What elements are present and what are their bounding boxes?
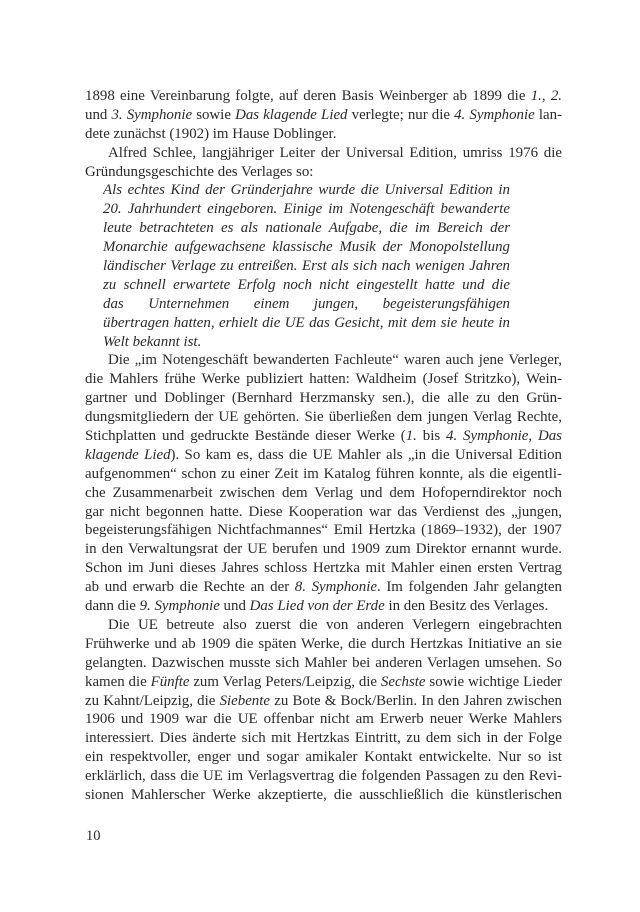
text-segment: ein respektvoller, enger und sogar amikaler Kontakt entwickelte. Nur so ist xyxy=(85,749,562,766)
text-segment: kamen die xyxy=(85,673,151,690)
italic-text: Als echtes Kind der Gründerjahre wurde die Universal Edition in xyxy=(103,182,510,199)
text-line xyxy=(103,200,510,219)
text-line xyxy=(85,484,562,503)
text-segment: und xyxy=(219,598,250,615)
italic-text: 1., 2. xyxy=(530,88,562,104)
text-segment: lan- xyxy=(534,106,562,123)
paragraph xyxy=(85,87,562,144)
text-line xyxy=(103,238,510,257)
italic-text: Das xyxy=(537,428,562,445)
text-line xyxy=(85,87,562,106)
text-segment: zu Bote & Bock/Berlin. In den Jahren zwischen xyxy=(270,692,562,709)
page-number: 10 xyxy=(86,828,101,844)
text-segment: Schon im Juni dieses Jahres schloss Hertzka mit Mahler einen ersten Vertrag xyxy=(85,560,562,577)
italic-text: Monarchie aufgewachsene klassische Musik der Monopolstellung xyxy=(103,239,510,256)
text-line xyxy=(85,540,562,559)
text-line xyxy=(85,427,562,446)
text-segment: gelangten. Dazwischen musste sich Mahler bei anderen Verlagen umsehen. So xyxy=(85,654,562,671)
italic-text: übertragen hatten, erhielt die UE das Gesicht, mit dem sie heute in xyxy=(103,314,510,331)
text-line xyxy=(85,446,562,465)
text-line xyxy=(85,389,562,408)
italic-text: klagende Lied xyxy=(85,446,171,463)
text-line xyxy=(85,408,562,427)
italic-text: Fünfte xyxy=(150,673,190,690)
text-line xyxy=(85,786,562,805)
italic-text: 4. Symphonie xyxy=(446,428,529,445)
paragraph xyxy=(85,144,562,182)
italic-text: Sechste xyxy=(380,673,426,690)
text-line xyxy=(103,295,510,314)
text-segment: sowie wichtige Lieder xyxy=(425,673,562,690)
text-segment: sowie xyxy=(192,106,236,123)
text-segment: 1906 und 1909 war die UE offenbar nicht am Erwerb neuer Werke Mahlers xyxy=(85,711,562,728)
text-line xyxy=(85,559,562,578)
text-line xyxy=(103,257,510,276)
text-segment: Frühwerke und ab 1909 die späten Werke, die durch Hertzkas Initiative an sie xyxy=(85,635,562,652)
text-segment: bis xyxy=(416,428,447,445)
italic-text: Das Lied von der Erde xyxy=(249,598,385,615)
text-segment: Die „im Notengeschäft bewanderten Fachleute“ waren auch jene Verleger, xyxy=(108,352,562,369)
text-segment: Gründungsgeschichte des Verlages so: xyxy=(85,163,314,180)
italic-text: Welt bekannt ist. xyxy=(103,333,202,350)
text-line xyxy=(85,503,562,522)
text-segment: sionen Mahlerscher Werke akzeptierte, die ausschließlich die künstlerischen xyxy=(85,786,562,803)
text-line xyxy=(103,219,510,238)
text-line xyxy=(85,635,562,654)
text-line xyxy=(103,276,510,295)
text-segment: gar nicht begonnen hatte. Diese Kooperation war das Verdienst des „jungen, xyxy=(85,503,562,520)
text-line xyxy=(85,767,562,786)
italic-text: 1. xyxy=(405,428,417,445)
text-segment: dungsmitgliedern der UE gehörten. Sie überließen dem jungen Verlag Rechte, xyxy=(85,409,562,426)
body-text xyxy=(85,87,562,805)
text-line xyxy=(85,673,562,692)
text-line xyxy=(103,314,510,333)
text-segment: Alfred Schlee, langjähriger Leiter der Universal Edition, umriss 1976 die xyxy=(108,144,562,161)
text-segment: verlegte; nur die xyxy=(347,106,455,123)
text-segment: zu Kahnt/Leipzig, die xyxy=(85,692,220,709)
text-segment: begeisterungsfähigen Nichtfachmannes“ Emil Hertzka (1869–1932), der 1907 xyxy=(85,522,562,539)
text-segment: ). So kam es, dass die UE Mahler als „in die Universal Edition xyxy=(170,446,562,463)
text-line xyxy=(85,654,562,673)
italic-text: leute betrachteten es als nationale Aufgabe, die im Bereich der xyxy=(103,220,510,237)
text-segment: che Zusammenarbeit zwischen dem Verlag und dem Hofoperndirektor noch xyxy=(85,484,562,501)
text-segment: und xyxy=(85,106,112,123)
text-segment: in den Besitz des Verlages. xyxy=(384,598,549,615)
text-line xyxy=(85,578,562,597)
italic-text: 9. Symphonie xyxy=(139,598,220,615)
text-line xyxy=(103,181,510,200)
text-line xyxy=(85,125,562,144)
italic-text: 4. Symphonie xyxy=(454,106,535,123)
italic-text: das Unternehmen einem jungen, begeisterungsfähigen xyxy=(103,295,510,312)
text-segment: dann die xyxy=(85,598,140,615)
text-line xyxy=(85,163,562,182)
italic-text: zu schnell erwartete Erfolg noch nicht eingestellt hatte und die xyxy=(103,276,510,293)
italic-text: 20. Jahrhundert eingeboren. Einige im Notengeschäft bewanderte xyxy=(103,201,510,218)
text-line xyxy=(85,710,562,729)
text-line xyxy=(103,333,510,352)
text-line xyxy=(85,616,562,635)
text-segment: Stichplatten und gedruckte Bestände dieser Werke ( xyxy=(85,428,406,445)
italic-text: Das klagende Lied xyxy=(235,106,348,123)
text-line xyxy=(85,597,562,616)
text-line xyxy=(85,465,562,484)
paragraph xyxy=(85,616,562,805)
text-segment: dete zunächst (1902) im Hause Doblinger. xyxy=(85,125,337,142)
text-segment: aufgenommen“ schon zu einer Zeit im Katalog führen konnte, als die eigentli- xyxy=(85,465,562,482)
italic-text: ländischer Verlage zu entreißen. Erst als sich nach wenigen Jahren xyxy=(103,258,510,275)
italic-text: 8. Symphonie xyxy=(294,579,377,596)
text-line xyxy=(85,729,562,748)
text-line xyxy=(85,144,562,163)
block-quote xyxy=(103,181,510,351)
text-segment: 1898 eine Vereinbarung folgte, auf deren Basis Weinberger ab 1899 die xyxy=(85,88,531,104)
text-segment: erklärlich, dass die UE im Verlagsvertrag die folgenden Passagen zu den Revi- xyxy=(85,768,562,785)
text-line xyxy=(85,106,562,125)
text-line xyxy=(85,748,562,767)
text-segment: . Im folgenden Jahr gelangten xyxy=(376,579,562,596)
text-line xyxy=(85,370,562,389)
text-segment: gartner und Doblinger (Bernhard Herzmansky sen.), die alle zu den Grün- xyxy=(85,390,562,407)
text-line xyxy=(85,521,562,540)
text-segment: die Mahlers frühe Werke publiziert hatten: Waldheim (Josef Stritzko), Wein- xyxy=(85,371,562,388)
text-segment: in den Verwaltungsrat der UE berufen und 1909 zum Direktor ernannt wurde. xyxy=(85,541,562,558)
text-segment: Die UE betreute also zuerst die von anderen Verlegern eingebrachten xyxy=(108,616,562,633)
text-segment: ab und erwarb die Rechte an der xyxy=(85,579,295,596)
text-line xyxy=(85,692,562,711)
text-segment: zum Verlag Peters/Leipzig, die xyxy=(189,673,381,690)
text-segment: interessiert. Dies änderte sich mit Hertzkas Eintritt, zu dem sich in der Folge xyxy=(85,730,562,747)
paragraph xyxy=(85,351,562,615)
italic-text: 3. Symphonie xyxy=(111,106,193,123)
text-line xyxy=(85,351,562,370)
text-segment: , xyxy=(528,428,538,445)
italic-text: Siebente xyxy=(219,692,271,709)
